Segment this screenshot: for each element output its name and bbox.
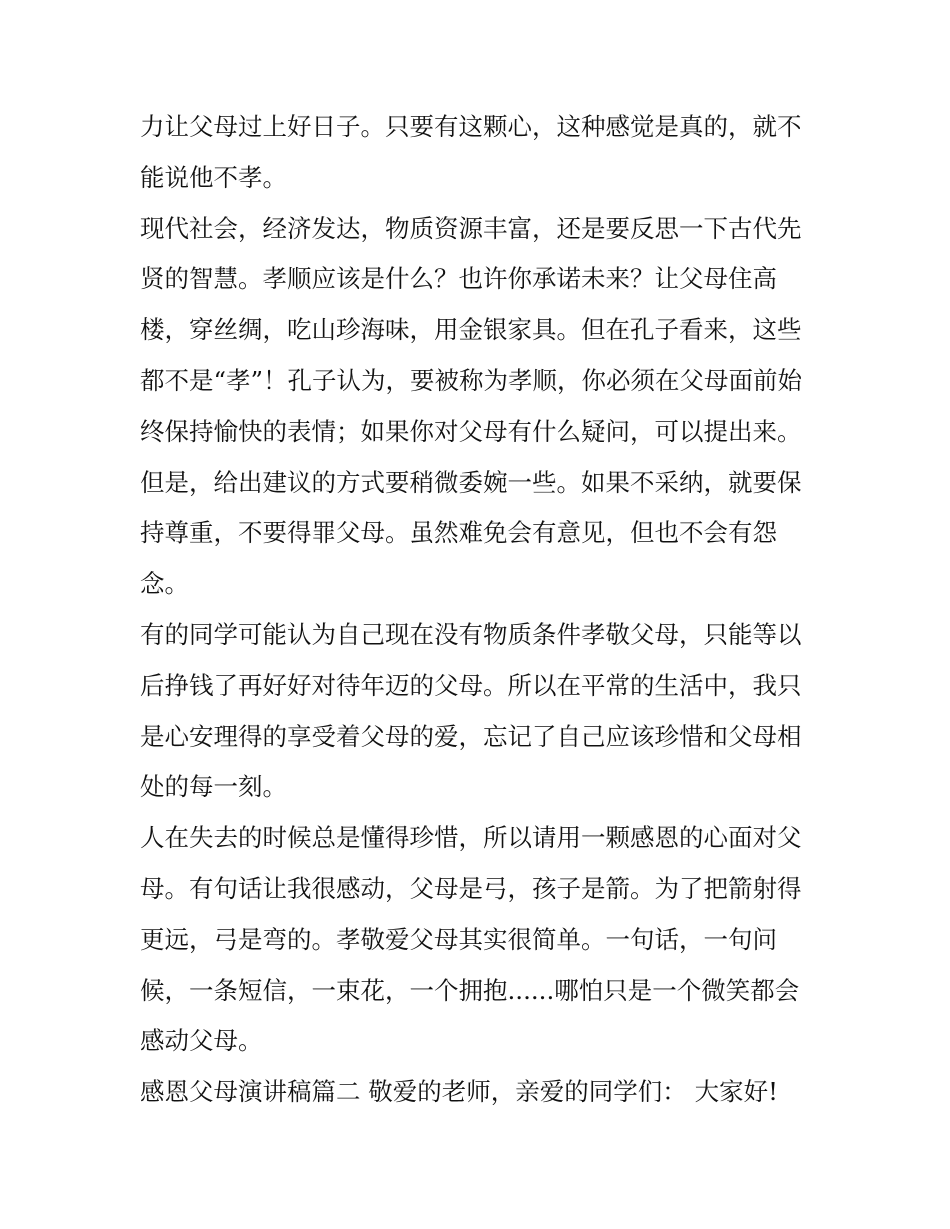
text-line: 都不是“孝”！孔子认为，要被称为孝顺，你必须在父母面前始 bbox=[140, 365, 803, 395]
text-line: 是心安理得的享受着父母的爱，忘记了自己应该珍惜和父母相 bbox=[140, 721, 802, 751]
text-line: 候，一条短信，一束花，一个拥抱......哪怕只是一个微笑都会 bbox=[140, 975, 800, 1005]
text-line: 力让父母过上好日子。只要有这颗心，这种感觉是真的，就不 bbox=[140, 112, 802, 141]
text-line: 贤的智慧。孝顺应该是什么？也许你承诺未来？让父母住高 bbox=[140, 264, 777, 294]
text-line: 持尊重，不要得罪父母。虽然难免会有意见，但也不会有怨 bbox=[140, 518, 777, 548]
text-line: 母。有句话让我很感动，父母是弓，孩子是箭。为了把箭射得 bbox=[140, 873, 802, 903]
text-line: 念。 bbox=[140, 569, 189, 599]
document-body bbox=[140, 102, 812, 1118]
text-line: 有的同学可能认为自己现在没有物质条件孝敬父母，只能等以 bbox=[140, 619, 802, 649]
text-line: 终保持愉快的表情；如果你对父母有什么疑问，可以提出来。 bbox=[140, 416, 802, 446]
text-line: 更远，弓是弯的。孝敬爱父母其实很简单。一句话，一句问 bbox=[140, 924, 777, 954]
text-line: 感动父母。 bbox=[140, 1026, 263, 1056]
text-line: 现代社会，经济发达，物质资源丰富，还是要反思一下古代先 bbox=[140, 213, 802, 243]
text-line: 后挣钱了再好好对待年迈的父母。所以在平常的生活中，我只 bbox=[140, 670, 802, 700]
text-line: 楼，穿丝绸，吃山珍海味，用金银家具。但在孔子看来，这些 bbox=[140, 315, 802, 345]
text-line: 能说他不孝。 bbox=[140, 162, 287, 192]
text-line: 但是，给出建议的方式要稍微委婉一些。如果不采纳，就要保 bbox=[140, 467, 802, 497]
text-line: 感恩父母演讲稿篇二 敬爱的老师，亲爱的同学们： 大家好! bbox=[140, 1077, 778, 1107]
text-line: 人在失去的时候总是懂得珍惜，所以请用一颗感恩的心面对父 bbox=[140, 823, 802, 853]
text-line: 处的每一刻。 bbox=[140, 772, 287, 802]
